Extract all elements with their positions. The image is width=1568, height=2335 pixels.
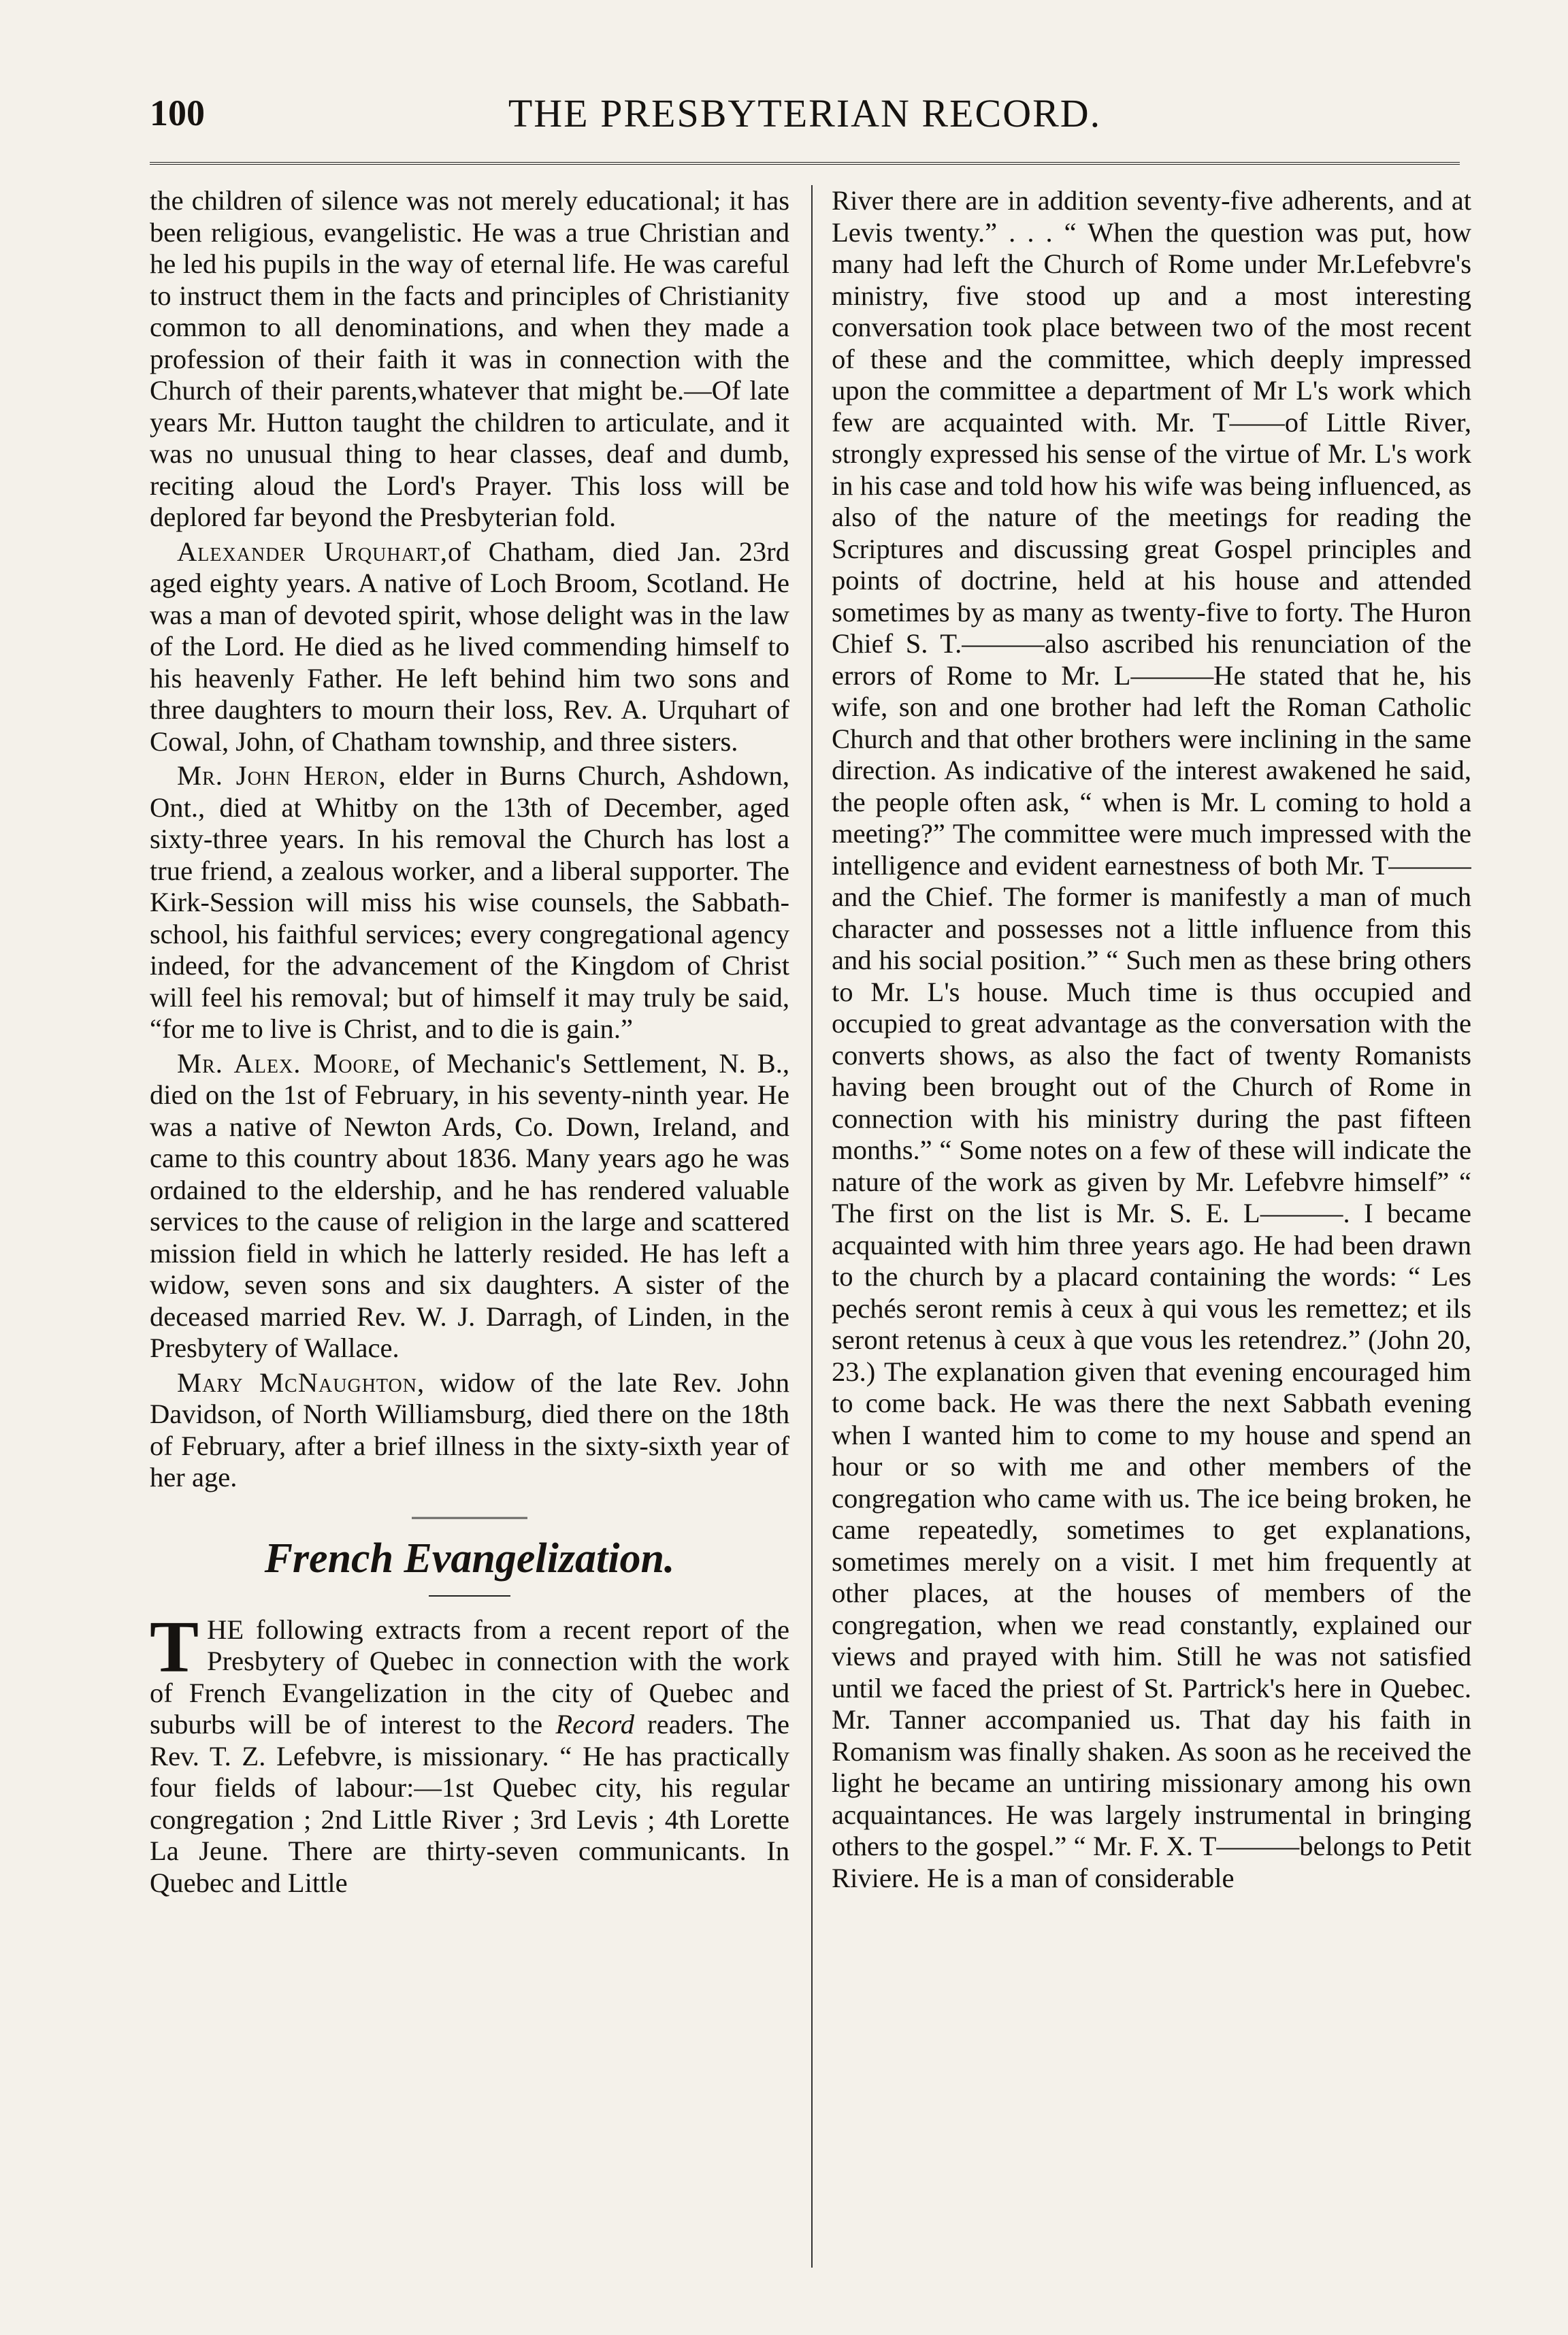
paragraph-urquhart	[150, 536, 789, 758]
section-title: French Evangelization.	[264, 1535, 675, 1582]
paragraph-report-continued: River there are in addition seventy-five adherents, and at Levis twenty.” . . . “ When the question was put, how many had left the Church of Rome under Mr.Lefebvre's ministry, five stood up and a most interesting conversation took place between two of the most recent of these and the committee, which deeply impressed upon the committee a department of Mr L's work which few are acquainted with. Mr. T——of Little River, strongly expressed his sense of the virtue of Mr. L's work in his case and told how his wife was being influenced, as also of the nature of the meetings for reading the Scriptures and discussing great Gospel principles and points of doctrine, held at his house and attended sometimes by as many as twenty-five to forty. The Huron Chief S. T.———also ascribed his renunciation of the errors of Rome to Mr. L———He stated that he, his wife, son and one brother had left the Roman Catholic Church and that other brothers were inclining in the same direction. As indicative of the interest awakened he said, the people often ask, “ when is Mr. L coming to hold a meeting?” The committee were much impressed with the intelligence and evident earnestness of both Mr. T———and the Chief. The former is manifestly a man of much character and possesses not a little influence from this and his social position.” “ Such men as these bring others to Mr. L's house. Much time is thus occupied and occupied to great advantage as the conversation with the converts shows, as also the fact of twenty Romanists having been brought out of the Church of Rome in connection with his ministry during the past fifteen months.” “ Some notes on a few of these will indicate the nature of the work as given by Mr. Lefebvre himself” “ The first on the list is Mr. S. E. L———. I became acquainted with him three years ago. He had been drawn to the church by a placard containing the words: “ Les pechés seront remis à ceux à qui vous les remettez; et ils seront retenus à ceux à que vous les retendrez.” (John 20, 23.) The explanation given that evening encouraged him to come back. He was there the next Sabbath evening when I wanted him to come to my house and spend an hour or so with me and other members of the congregation who came with us. The ice being broken, he came repeatedly, sometimes to get explanations, sometimes merely on a visit. I met him frequently at other places, at the houses of members of the congregation, when we read constantly, explained our views and prayed with him. Still he was not satisfied until we faced the priest of St. Partrick's here in Quebec. Mr. Tanner accompanied us. That day his faith in Romanism was finally shaken. As soon as he received the light he became an untiring missionary among his own acquaintances. He was largely instrumental in bringing others to the gospel.” “ Mr. F. X. T———belongs to Petit Riviere. He is a man of considerable	[832, 185, 1471, 1893]
record-italic: Record	[555, 1709, 634, 1740]
paragraph-heron	[150, 760, 789, 1045]
obituary-name-urquhart: Alexander Urquhart,	[177, 536, 448, 567]
paragraph-moore	[150, 1048, 789, 1365]
page-number: 100	[150, 93, 205, 133]
obituary-text-moore: of Mechanic's Settlement, N. B., died on the 1st of February, in his seventy-ninth year. He was a native of Newton Ards, Co. Down, Ireland, and came to this country about 1836. Many years ago he was ordained to the eldership, and he has rendered valuable services to the cause of religion in the large and scattered mission field in which he latterly resided. He has left a widow, seven sons and six daughters. A sister of the deceased married Rev. W. J. Darragh, of Linden, in the Presbytery of Wallace.	[150, 1047, 789, 1363]
paragraph-french-evangelization	[150, 1606, 789, 1899]
obituary-text-urquhart: of Chatham, died Jan. 23rd aged eighty years. A native of Loch Broom, Scotland. He was a man of devoted spirit, whose delight was in the law of the Lord. He died as he lived commending himself to his heavenly Father. He left behind him two sons and three daughters to mourn their loss, Rev. A. Urquhart of Cowal, John, of Chatham township, and three sisters.	[150, 536, 789, 757]
left-column	[150, 185, 789, 2268]
obituary-text-mcnaughton: widow of the late Rev. John Davidson, of North Williamsburg, died there on the 18th of February, after a brief illness in the sixty-sixth year of her age.	[150, 1367, 789, 1492]
right-column	[832, 185, 1471, 2268]
paragraph-text: HE following extracts from a recent report of the Presbytery of Quebec in connection with the work of French Evangelization in the city of Quebec and suburbs will be of interest to the	[150, 1614, 789, 1740]
section-rule-bottom	[429, 1595, 510, 1597]
drop-cap: T	[150, 1606, 199, 1688]
obituary-name-moore: Mr. Alex. Moore,	[177, 1047, 401, 1079]
section-rule-top	[412, 1517, 527, 1519]
paragraph-text-end: readers. The Rev. T. Z. Lefebvre, is missionary. “ He has practically four fields of labour:—1st Quebec city, his regular congregation ; 2nd Little River ; 3rd Levis ; 4th Lorette La Jeune. There are thirty-seven communicants. In Quebec and Little	[150, 1709, 789, 1898]
obituary-name-mcnaughton: Mary McNaughton,	[177, 1367, 425, 1398]
obituary-name-heron: Mr. John Heron,	[177, 760, 387, 791]
column-divider	[811, 185, 813, 2268]
obituary-text-heron: elder in Burns Church, Ashdown, Ont., died at Whitby on the 13th of December, aged sixty-three years. In his removal the Church has lost a true friend, a zealous worker, and a liberal supporter. The Kirk-Session will miss his wise counsels, the Sabbath-school, his faithful services; every congregational agency indeed, for the advancement of the Kingdom of Christ will feel his removal; but of himself it may truly be said, “for me to live is Christ, and to die is gain.”	[150, 760, 789, 1044]
page-title: THE PRESBYTERIAN RECORD.	[508, 91, 1102, 135]
page-header	[150, 85, 1460, 140]
paragraph-hutton: the children of silence was not merely educational; it has been religious, evangelistic. He was a true Christian and he led his pupils in the way of eternal life. He was careful to instruct them in the facts and principles of Christianity common to all denominations, and when they made a profession of their faith it was in connection with the Church of their parents,whatever that might be.—Of late years Mr. Hutton taught the children to articulate, and it was no unusual thing to hear classes, deaf and dumb, reciting aloud the Lord's Prayer. This loss will be deplored far beyond the Presbyterian fold.	[150, 185, 789, 532]
paragraph-mcnaughton	[150, 1367, 789, 1494]
header-rule	[150, 162, 1460, 165]
